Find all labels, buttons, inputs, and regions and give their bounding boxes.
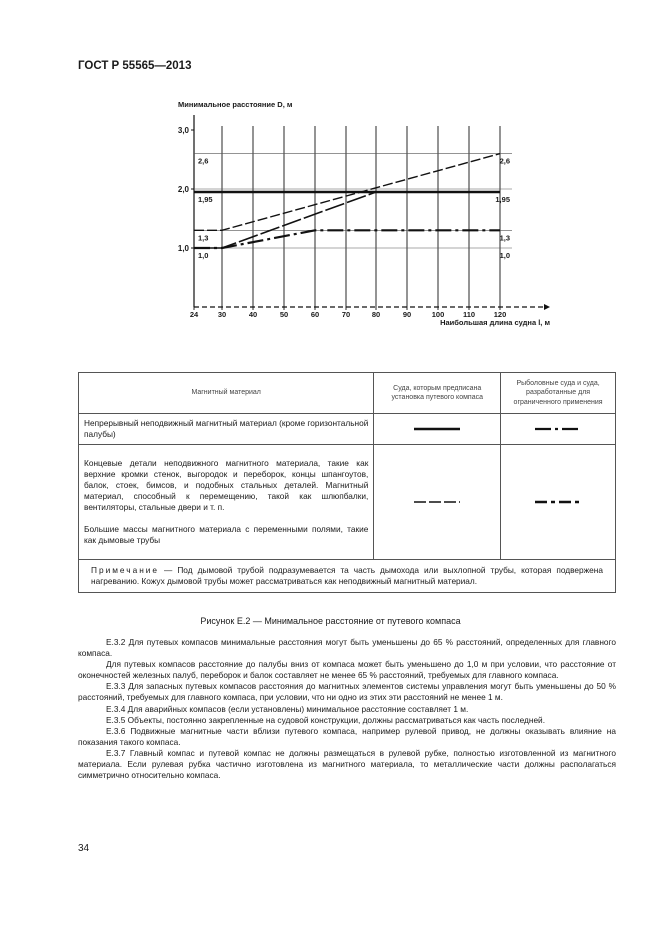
right-value-label: 1,0 [499, 251, 510, 260]
material-text: Концевые детали неподвижного магнитного материала, такие как верхние кромки стенок, выгородок и переборок, концы шпангоутов, балок, стоек, бимсов, и подобных стальных деталей. Магнитный материал, способный к перемещению, такой как шлюпбалки, вентиляторы, стальные двери и т. п. [84, 458, 369, 512]
document-header: ГОСТ Р 55565—2013 [78, 60, 192, 72]
paragraph: Е.3.3 Для запасных путевых компасов расстояния до магнитных элементов системы управления могут быть уменьшены до 50 % расстояний, требуемых для главного компаса, при условии, что ни одно из этих эти расстояний не менее 1 м. [78, 681, 616, 703]
header-compass-ships: Суда, которым предписана установка путевого компаса [374, 373, 501, 414]
paragraph: Е.3.7 Главный компас и путевой компас не должны размещаться в рулевой рубке, полностью изготовленной из магнитного материала. Если рулевая рубка частично изготовлена из магнитного материала, то металлические части должны располагаться симметрично относительно компаса. [78, 747, 616, 781]
paragraph: Е.3.6 Подвижные магнитные части вблизи путевого компаса, например рулевой привод, не должны оказывать влияние на показания такого компаса. [78, 725, 616, 747]
x-axis-label: Наибольшая длина судна l, м [440, 318, 550, 327]
x-tick-label: 120 [493, 310, 507, 319]
x-tick-label: 40 [248, 310, 258, 319]
note-label: Примечание [91, 565, 160, 575]
paragraph: Е.3.5 Объекты, постоянно закрепленные на судовой конструкции, должны рассматриваться как часть последней. [106, 714, 545, 725]
material-extra-text: Большие массы магнитного материала с переменными полями, такие как дымовые трубы [84, 524, 369, 545]
dashdot-line-sample [533, 426, 583, 432]
legend-table [78, 372, 616, 593]
material-cell: Непрерывный неподвижный магнитный материал (кроме горизонтальной палубы) [79, 414, 374, 445]
note-row [79, 560, 616, 593]
header-material: Магнитный материал [79, 373, 374, 414]
line-sample-cell [374, 445, 501, 560]
x-tick-label: 60 [310, 310, 320, 319]
legend-row [79, 445, 616, 560]
body-text [78, 637, 616, 781]
x-axis-arrow [544, 304, 550, 310]
line-sample-cell [501, 445, 616, 560]
paragraph: Для путевых компасов расстояние до палубы вниз от компаса может быть уменьшено до 1,0 м при условии, что расстояние от оконечностей железных палуб, переборок и балок составляет не менее 65 % расстояний, требуемых для главного компаса. [78, 659, 616, 681]
paragraph: Е.3.2 Для путевых компасов минимальные расстояния могут быть уменьшены до 65 % расстояний, определенных для главного компаса. [78, 637, 616, 659]
paragraph: Е.3.4 Для аварийных компасов (если установлены) минимальное расстояние составляет 1 м. [106, 703, 469, 714]
right-value-label: 2,6 [499, 156, 510, 166]
right-value-label: 1,95 [495, 194, 510, 204]
y-tick-label: 3,0 [177, 126, 189, 135]
left-value-label: 2,6 [198, 156, 209, 166]
note-cell [79, 560, 616, 593]
dashed-line-sample [412, 499, 462, 505]
longdashdot-line-sample [533, 499, 583, 505]
left-value-label: 1,95 [198, 194, 213, 204]
line-sample-cell [374, 414, 501, 445]
y-axis-label: Минимальное расстояние D, м [178, 100, 293, 109]
note-text: — Под дымовой трубой подразумевается та часть дымохода или выхлопной трубы, которая подвержена нагреванию. Кожух дымовой трубы может рассматриваться как неподвижный магнитный материал. [91, 565, 603, 586]
y-tick-label: 1,0 [177, 244, 189, 253]
x-tick-label: 80 [371, 310, 381, 319]
x-tick-label: 110 [462, 310, 476, 319]
left-value-label: 1,0 [198, 251, 209, 260]
x-tick-label: 24 [189, 310, 199, 319]
y-tick-label: 2,0 [177, 185, 189, 194]
distance-chart [160, 95, 560, 335]
left-value-label: 1,3 [198, 233, 209, 243]
header-fishing-ships: Рыболовные суда и суда, разработанные для ограниченного применения [501, 373, 616, 414]
x-tick-label: 50 [279, 310, 289, 319]
x-tick-label: 70 [341, 310, 351, 319]
line-sample-cell [501, 414, 616, 445]
series-line-dashdot [194, 230, 500, 248]
x-tick-label: 100 [431, 310, 445, 319]
material-cell [79, 445, 374, 560]
figure-caption: Рисунок Е.2 — Минимальное расстояние от путевого компаса [200, 616, 461, 626]
page-number: 34 [78, 843, 90, 854]
series-line-longdash [194, 192, 500, 248]
legend-row [79, 414, 616, 445]
solid-line-sample [412, 426, 462, 432]
legend-header-row [79, 373, 616, 414]
x-tick-label: 30 [217, 310, 227, 319]
x-tick-label: 90 [402, 310, 412, 319]
right-value-label: 1,3 [499, 233, 510, 243]
